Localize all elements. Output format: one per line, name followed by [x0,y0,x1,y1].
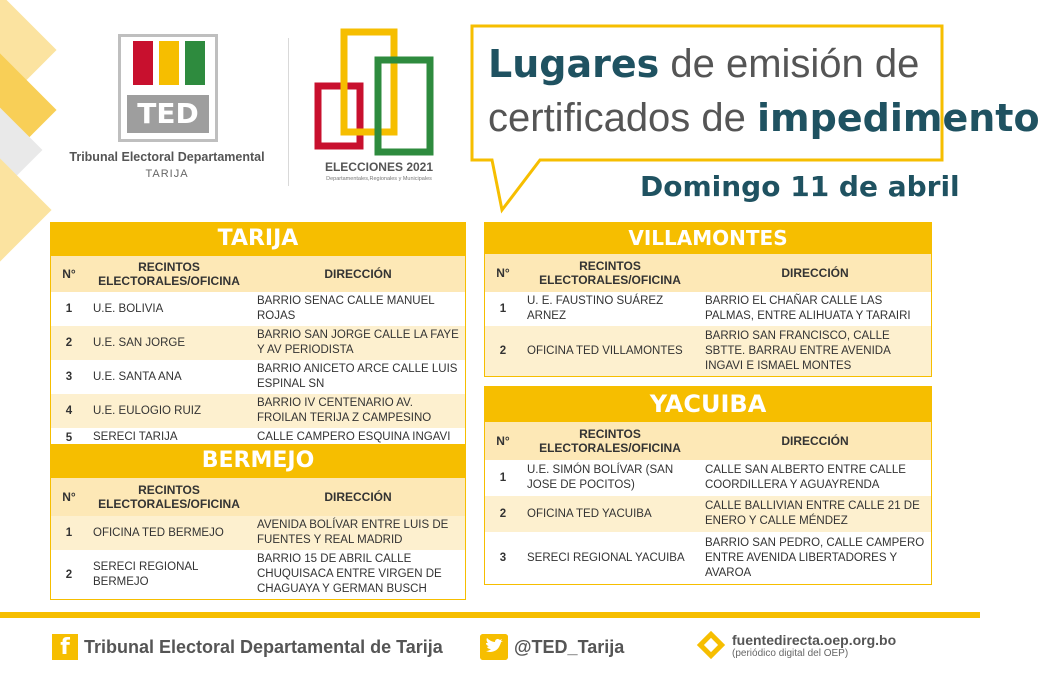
row-num: 3 [485,532,521,584]
row-recinto: OFICINA TED BERMEJO [87,516,251,550]
row-recinto: U.E. BOLIVIA [87,292,251,326]
ted-name: Tribunal Electoral Departamental [69,150,265,164]
row-recinto: OFICINA TED YACUIBA [521,496,699,532]
table-row [485,532,931,584]
elections-logo [304,24,454,194]
section-title-villamontes: VILLAMONTES [484,222,932,254]
facebook-text: Tribunal Electoral Departamental de Tarija [84,636,443,657]
heading-text-2: certificados de [488,96,758,140]
row-recinto: U. E. FAUSTINO SUÁREZ ARNEZ [521,292,699,326]
row-num: 2 [485,496,521,532]
ted-logo-box [118,34,218,142]
row-recinto: U.E. SIMÓN BOLÍVAR (SAN JOSE DE POCITOS) [521,460,699,496]
table-villamontes [485,254,931,376]
elections-title: ELECCIONES 2021 [324,160,434,174]
ted-logo [62,34,272,184]
table-row [51,326,465,360]
row-num: 5 [51,428,87,447]
row-recinto: SERECI REGIONAL BERMEJO [87,550,251,599]
footer-facebook[interactable] [52,634,443,660]
table-tarija [51,256,465,447]
footer-twitter[interactable] [480,634,624,660]
col-header-recinto: RECINTOS ELECTORALES/OFICINA [521,254,699,292]
row-recinto: SERECI TARIJA [87,428,251,447]
row-direccion: CALLE CAMPERO ESQUINA INGAVI [251,428,465,447]
row-num: 2 [51,326,87,360]
col-header-recinto: RECINTOS ELECTORALES/OFICINA [87,256,251,292]
footer-website[interactable] [696,630,896,660]
website-text: fuentedirecta.oep.org.bo [732,631,897,648]
col-header-direccion: DIRECCIÓN [699,422,931,460]
heading-line-1 [488,42,919,87]
decorative-diamonds [0,0,70,240]
row-direccion: CALLE BALLIVIAN ENTRE CALLE 21 DE ENERO Y CALLE MÉNDEZ [699,496,931,532]
col-header-num: N° [485,254,521,292]
row-recinto: U.E. SAN JORGE [87,326,251,360]
row-num: 1 [485,460,521,496]
table-row [51,550,465,599]
row-direccion: BARRIO 15 DE ABRIL CALLE CHUQUISACA ENTRE VIRGEN DE CHAGUAYA Y GERMAN BUSCH [251,550,465,599]
footer-divider [0,612,980,618]
elections-logo-icon [304,24,454,159]
row-direccion: BARRIO SAN FRANCISCO, CALLE SBTTE. BARRAU ENTRE AVENIDA INGAVI E ISMAEL MONTES [699,326,931,376]
table-row [51,516,465,550]
twitter-icon [480,634,508,660]
website-subtext: (periódico digital del OEP) [732,647,849,659]
col-header-recinto: RECINTOS ELECTORALES/OFICINA [87,478,251,516]
row-num: 3 [51,360,87,394]
row-direccion: BARRIO EL CHAÑAR CALLE LAS PALMAS, ENTRE ALIHUATA Y TARAIRI [699,292,931,326]
table-row [51,360,465,394]
table-row [51,292,465,326]
col-header-recinto: RECINTOS ELECTORALES/OFICINA [521,422,699,460]
row-direccion: BARRIO IV CENTENARIO AV. FROILAN TERIJA Z CAMPESINO [251,394,465,428]
table-row [485,460,931,496]
section-tarija [50,222,466,448]
table-yacuiba [485,422,931,584]
col-header-num: N° [51,478,87,516]
table-row [485,496,931,532]
heading-bold-lugares: Lugares [488,42,660,86]
ted-city: TARIJA [145,168,189,180]
table-row [485,326,931,376]
elections-subtitle: Departamentales,Regionales y Municipales [326,176,432,182]
section-title-bermejo: BERMEJO [50,444,466,478]
row-num: 2 [51,550,87,599]
row-num: 1 [51,292,87,326]
facebook-icon: f [52,634,78,660]
row-direccion: BARRIO SAN PEDRO, CALLE CAMPERO ENTRE AVENIDA LIBERTADORES Y AVAROA [699,532,931,584]
row-num: 1 [485,292,521,326]
ted-logo-letters: TED [127,95,209,133]
twitter-text: @TED_Tarija [514,636,625,657]
row-direccion: BARRIO SAN JORGE CALLE LA FAYE Y AV PERIODISTA [251,326,465,360]
row-direccion: BARRIO ANICETO ARCE CALLE LUIS ESPINAL SN [251,360,465,394]
table-row [485,292,931,326]
event-date: Domingo 11 de abril [640,170,960,203]
col-header-direccion: DIRECCIÓN [251,478,465,516]
row-recinto: U.E. EULOGIO RUIZ [87,394,251,428]
row-num: 1 [51,516,87,550]
col-header-direccion: DIRECCIÓN [699,254,931,292]
section-yacuiba [484,386,932,585]
row-recinto: SERECI REGIONAL YACUIBA [521,532,699,584]
row-recinto: OFICINA TED VILLAMONTES [521,326,699,376]
row-num: 4 [51,394,87,428]
logo-divider [288,38,289,186]
section-title-tarija: TARIJA [50,222,466,256]
section-bermejo [50,444,466,600]
row-direccion: CALLE SAN ALBERTO ENTRE CALLE COORDILLERA Y AGUAYRENDA [699,460,931,496]
section-villamontes [484,222,932,377]
table-bermejo [51,478,465,599]
section-title-yacuiba: YACUIBA [484,386,932,422]
heading-text-1: de emisión de [659,42,920,86]
col-header-num: N° [51,256,87,292]
col-header-num: N° [485,422,521,460]
row-num: 2 [485,326,521,376]
heading-bold-impedimento: impedimento [757,96,1040,140]
col-header-direccion: DIRECCIÓN [251,256,465,292]
row-direccion: AVENIDA BOLÍVAR ENTRE LUIS DE FUENTES Y REAL MADRID [251,516,465,550]
heading-line-2 [488,96,1040,141]
fuentedirecta-icon [696,630,726,660]
row-recinto: U.E. SANTA ANA [87,360,251,394]
row-direccion: BARRIO SENAC CALLE MANUEL ROJAS [251,292,465,326]
table-row [51,394,465,428]
